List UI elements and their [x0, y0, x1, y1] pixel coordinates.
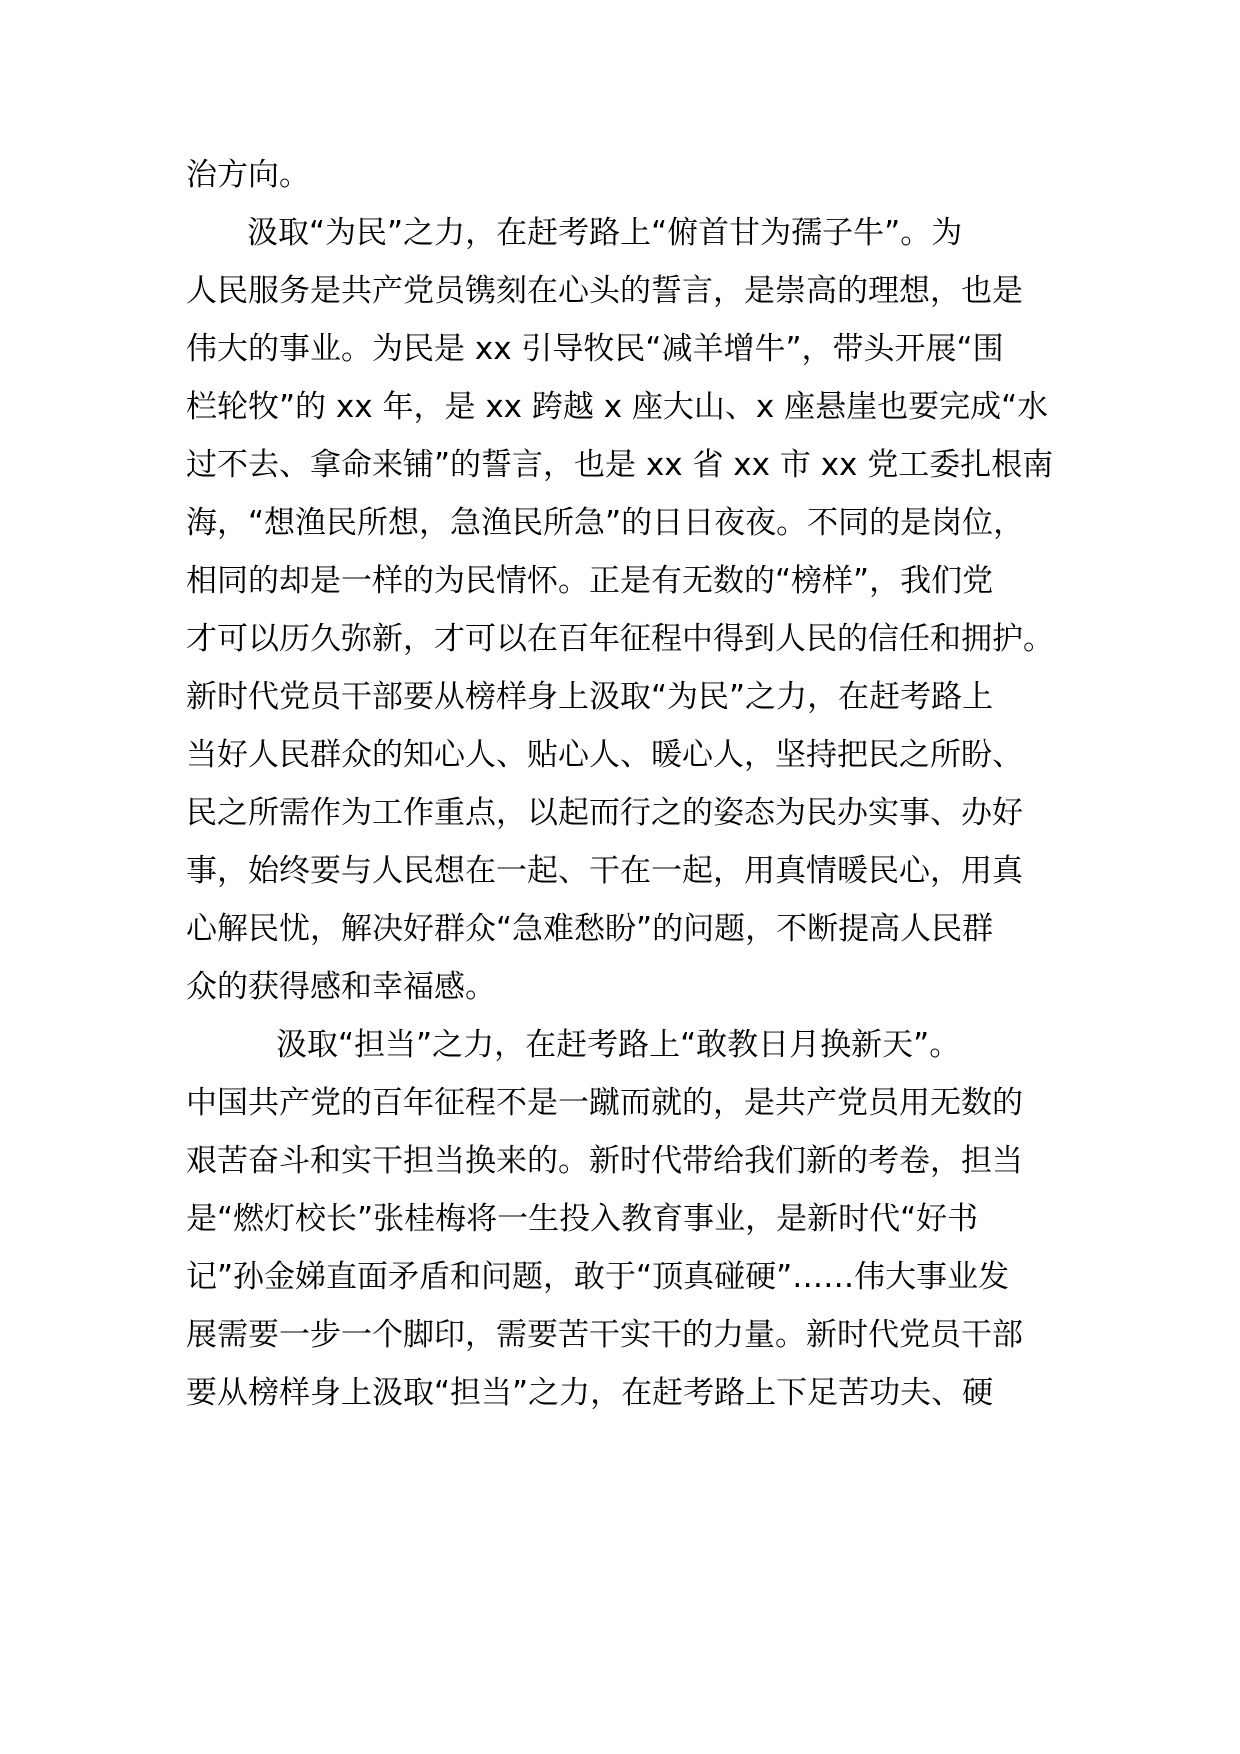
text-line: 展需要一步一个脚印，需要苦干实干的力量。新时代党员干部: [186, 1317, 1023, 1353]
text-line: 新时代党员干部要从榜样身上汲取“为民”之力，在赶考路上: [186, 679, 994, 715]
text-line: 过不去、拿命来铺”的誓言，也是 xx 省 xx 市 xx 党工委扎根南: [186, 447, 1054, 483]
text-line: 伟大的事业。为民是 xx 引导牧民“减羊增牛”，带头开展“围: [186, 331, 1004, 367]
text-line: 民之所需作为工作重点，以起而行之的姿态为民办实事、办好: [186, 795, 1023, 831]
text-line: 海，“想渔民所想，急渔民所急”的日日夜夜。不同的是岗位，: [186, 505, 1025, 541]
text-line: 众的获得感和幸福感。: [186, 969, 496, 1005]
text-line: 才可以历久弥新，才可以在百年征程中得到人民的信任和拥护。: [186, 621, 1054, 657]
paragraph-first-line: 汲取“为民”之力，在赶考路上“俯首甘为孺子牛”。为: [247, 215, 963, 251]
text-line: 人民服务是共产党员镌刻在心头的誓言，是崇高的理想，也是: [186, 273, 1023, 309]
text-line: 相同的却是一样的为民情怀。正是有无数的“榜样”，我们党: [186, 563, 994, 599]
text-line: 记”孙金娣直面矛盾和问题，敢于“顶真碰硬”……伟大事业发: [186, 1259, 1010, 1295]
text-line: 当好人民群众的知心人、贴心人、暖心人，坚持把民之所盼、: [186, 737, 1023, 773]
text-line: 事，始终要与人民想在一起、干在一起，用真情暖民心，用真: [186, 853, 1023, 889]
text-line: 是“燃灯校长”张桂梅将一生投入教育事业，是新时代“好书: [186, 1201, 979, 1237]
text-line: 治方向。: [186, 157, 310, 193]
text-line: 中国共产党的百年征程不是一蹴而就的，是共产党员用无数的: [186, 1085, 1023, 1121]
paragraph-first-line: 汲取“担当”之力，在赶考路上“敢教日月换新天”。: [276, 1027, 961, 1063]
text-line: 心解民忧，解决好群众“急难愁盼”的问题，不断提高人民群: [186, 911, 994, 947]
text-line: 要从榜样身上汲取“担当”之力，在赶考路上下足苦功夫、硬: [186, 1375, 994, 1411]
text-line: 栏轮牧”的 xx 年，是 xx 跨越 x 座大山、x 座悬崖也要完成“水: [186, 389, 1049, 425]
text-line: 艰苦奋斗和实干担当换来的。新时代带给我们新的考卷，担当: [186, 1143, 1023, 1179]
